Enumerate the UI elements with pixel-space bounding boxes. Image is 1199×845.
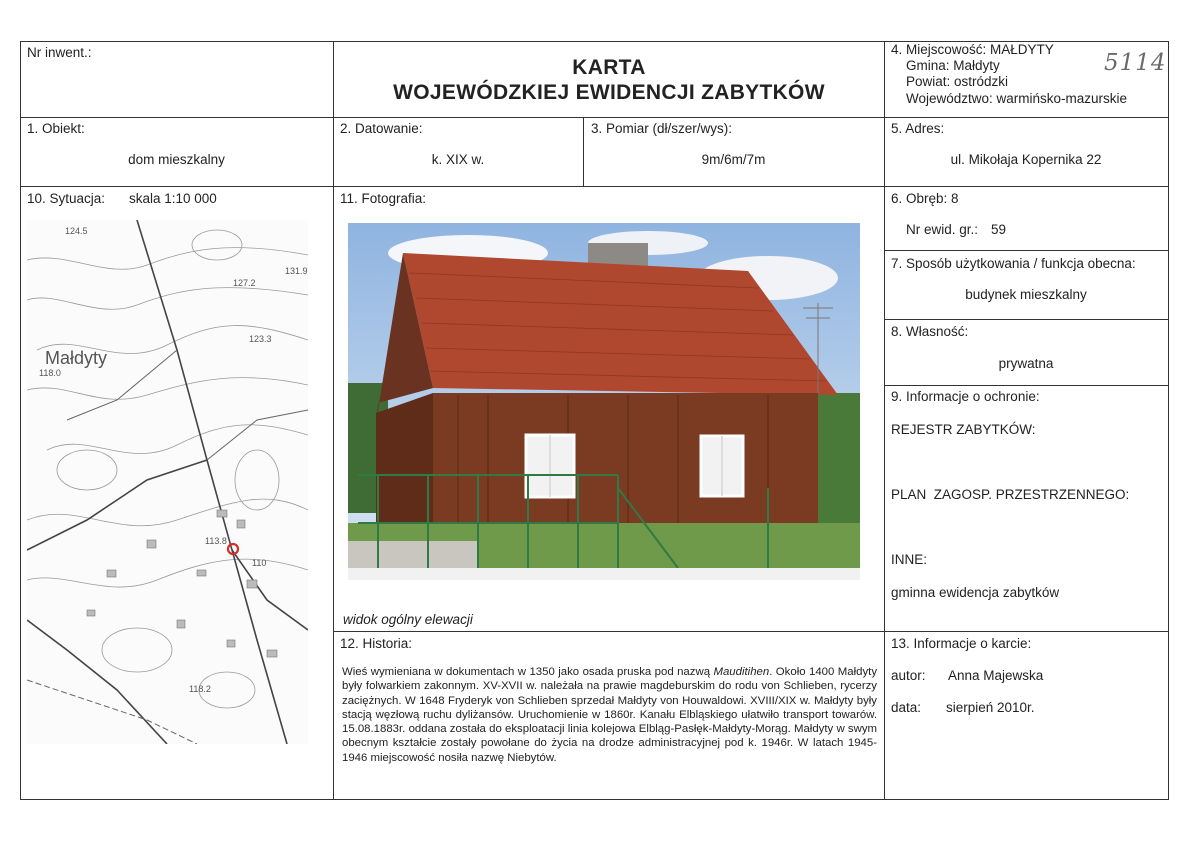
- datowanie-label: 2. Datowanie:: [340, 121, 423, 136]
- historia-text-before: Wieś wymieniana w dokumentach w 1350 jako osada pruska pod nazwą: [342, 666, 714, 678]
- adres-value: ul. Mikołaja Kopernika 22: [950, 152, 1102, 167]
- sytuacja-scale: skala 1:10 000: [129, 191, 217, 206]
- pomiar-value: 9m/6m/7m: [701, 152, 766, 167]
- house-photo-drawing: [348, 223, 860, 580]
- topographic-map-drawing: [27, 220, 308, 744]
- nr-inwent-label: Nr inwent.:: [27, 45, 92, 60]
- handwritten-number: 5114: [1104, 50, 1167, 76]
- datowanie-value: k. XIX w.: [431, 152, 485, 167]
- map-elevation-8: 118.2: [189, 684, 211, 694]
- historia-text: [342, 665, 877, 765]
- wlasnosc-label: 8. Własność:: [891, 324, 969, 339]
- rejestr-label: REJESTR ZABYTKÓW:: [891, 422, 1036, 437]
- obreb-label: 6. Obręb: 8: [891, 191, 959, 206]
- location-line3: Powiat: ostródzki: [906, 74, 1009, 89]
- map-elevation-6: 113.8: [205, 536, 227, 546]
- situation-map: [27, 220, 308, 744]
- border-bottom: [20, 799, 1169, 800]
- sposob-value: budynek mieszkalny: [965, 287, 1087, 302]
- data-value: sierpień 2010r.: [946, 700, 1035, 715]
- map-town-name: Małdyty: [45, 348, 108, 368]
- border-right: [1168, 41, 1169, 799]
- inne-value: gminna ewidencja zabytków: [891, 585, 1060, 600]
- obreb-bottom: [884, 250, 1169, 251]
- karta-label: 13. Informacje o karcie:: [891, 636, 1032, 651]
- sposob-bottom: [884, 319, 1169, 320]
- location-line1: 4. Miejscowość: MAŁDYTY: [891, 42, 1054, 57]
- inne-label: INNE:: [891, 552, 928, 567]
- photo-caption: widok ogólny elewacji: [343, 612, 473, 627]
- wlasnosc-bottom: [884, 385, 1169, 386]
- row-line-2: [20, 186, 1169, 187]
- map-elevation-3: 127.2: [233, 278, 256, 288]
- fotografia-label: 11. Fotografia:: [340, 191, 427, 206]
- card-title-line1: KARTA: [572, 56, 646, 79]
- row-line-1: [20, 117, 1169, 118]
- data-label: data:: [891, 700, 922, 715]
- wlasnosc-value: prywatna: [998, 356, 1054, 371]
- historia-label: 12. Historia:: [340, 636, 413, 651]
- autor-label: autor:: [891, 668, 926, 683]
- obiekt-value: dom mieszkalny: [128, 152, 225, 167]
- map-elevation-4: 123.3: [249, 334, 272, 344]
- plan-label: PLAN ZAGOSP. PRZESTRZENNEGO:: [891, 487, 1130, 502]
- pomiar-label: 3. Pomiar (dł/szer/wys):: [591, 121, 733, 136]
- location-line2: Gmina: Małdyty: [906, 58, 1000, 73]
- map-elevation-5: 118.0: [39, 368, 61, 378]
- map-elevation-7: 110: [252, 558, 267, 568]
- adres-label: 5. Adres:: [891, 121, 945, 136]
- autor-value: Anna Majewska: [948, 668, 1044, 683]
- sposob-label: 7. Sposób użytkowania / funkcja obecna:: [891, 256, 1136, 271]
- location-line4: Województwo: warmińsko-mazurskie: [906, 91, 1128, 106]
- nr-ewid-label: Nr ewid. gr.:: [906, 222, 979, 237]
- obiekt-label: 1. Obiekt:: [27, 121, 85, 136]
- map-elevation-1: 124.5: [65, 226, 88, 236]
- nr-ewid-value: 59: [991, 222, 1007, 237]
- map-elevation-2: 131.9: [285, 266, 308, 276]
- historia-text-after: . Około 1400 Małdyty były folwarkiem zakonnym. XV-XVII w. należała na prawie magdeburskim do rodu von Schlieben, rycerzy zaciężnych. W 1648 Fryderyk von Schlieben sprzedał Małdyty von Houwaldowi. XVIII/XIX w. Małdyty były stacją węzłową ruchu dyliżansów. Uruchomienie w 1860r. Kanału Elbląskiego ułatwiło transport towarów. 15.08.1883r. oddana została do eksploatacji linia kolejowa Elbląg-Pasłęk-Małdyty-Morąg. Małdyty w swym obecnym kształcie zostały powołane do życia na drodze administracyjnej pod k. 1946r. W latach 1945-1946 miejscowość nosiła nazwę Niebytów.: [342, 666, 878, 764]
- building-photo: [348, 223, 860, 580]
- sytuacja-label: 10. Sytuacja:: [27, 191, 106, 206]
- ochrona-label: 9. Informacje o ochronie:: [891, 389, 1040, 404]
- historia-top: [333, 631, 1169, 632]
- historia-text-italic: Mauditihen: [713, 666, 770, 678]
- card-title-line2: WOJEWÓDZKIEJ EWIDENCJI ZABYTKÓW: [393, 81, 825, 104]
